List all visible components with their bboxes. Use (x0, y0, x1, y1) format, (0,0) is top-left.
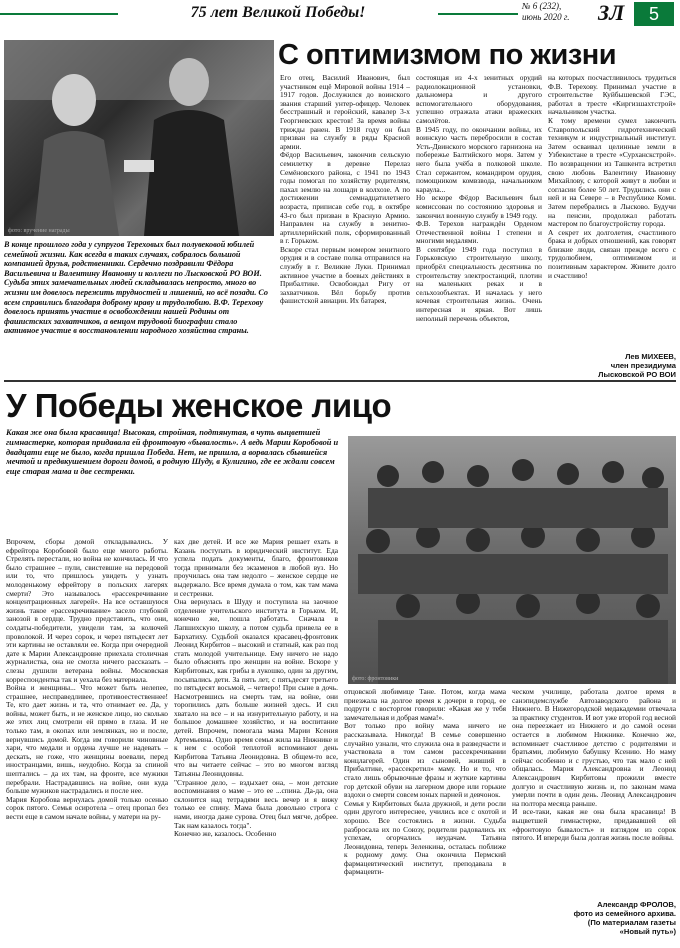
article2-photo (348, 436, 676, 684)
page-number: 5 (648, 4, 659, 24)
article1-column-2: состоящая из 4-х зенитных орудий радиолокационной установки, дальномера и другого вспомогательного оборудования, успешно отражала атаки вражеских самолётов. В 1945 году, по окончании войны, их воинскую часть перебросили в состав Усть-Двинского морского гарнизона на побережье Балтийского моря. Затем у него была учёба в полковой школе. Стал сержантом, командиром орудия, помощником комвзвода, начальником караула... Но вскоре Фёдор Васильевич был комиссован по состоянию здоровья и закончил военную службу в 1949 году. Ф.В. Терехов награждён Орденом Отечественной войны I степени и многими медалями. В сентябре 1949 года поступил в Горьковскую строительную школу, приобрёл специальность десятника по строительству электростанций, плотин на маленьких реках и в сельхозобъектах. И началась у него кочевая строительная жизнь. Очень интересная и яркая. Вот лишь неполный перечень объектов, (416, 74, 542, 323)
article2-column-1: Впрочем, сборы домой откладывались. У ефрейтора Коробовой было еще много работы. Стрелять перестали, но война не кончилась. И что было страшнее – пули, свистевшие на передовой или то, что пришлось увидеть у узнать молоденькому ефрейтору в польских лагерях смерти? Это называлось «рассекречивание концентрационных лагерей». На все оставшуюся жизнь такое «рассекречивание» засело глубокой занозой в сердце. Трудно представить, что они, солдаты-победители, увидели там, за колючей проволокой. И через сорок, и через пятьдесят лет эти картины не оставляли ее. Когда при очередной дате к Марии Александровне приехала столичная журналистка, она не смогла ничего рассказать – слезы душили ветерана войны. Московская корреспондентка так и уехала без материала. Война и женщины... Что может быть нелепее, страшнее, несправедливее, противоестественнее! Те, кто дает жизнь и та, что отнимает ее. Да, у войны, может быть, и не женское лицо, но сколько же этих лиц смотрели ей прямо в глаза. И не только там, в окопах или землянках, но и после, вернувшись домой. Когда им говорили чиновные хари, что медали и ордена лучше не надевать – дескать, не гоже, что женщины воевали, перед иностранцами, вишь, неудобно. Когда за спиной шептались – да их там, на фронте, все мужики перебрали. Настрадавшись на войне, они куда больше мужиков настрадались и после нее. Мария Коробова вернулась домой только осенью сорок пятого. Семья осиротела – отец пропал без вести еще в самом начале войны, у матери на ру- (6, 538, 168, 821)
article1-caption: В конце прошлого года у супругов Тереховых был полувековой юбилей семейной жизни. Как всегда в таких случаях, собралось большой компанией друзья, родственники. Сердечно поздравили Фёдора Васильевича и Валентину Ивановну и коллеги по Лысковской РО ВОИ. Судьба этих замечательных людей складывалась непросто, много во жизни им довелось пережить трудностей и лишений, но всё позади. Со всем справились благодаря доброму нраву и трудолюбию. В.Ф. Терехову довелось принять участие в освобождении нашей Родины от фашистских захватчиков, а венцом трудовой биографии стало активное участие в восстановлении народного хозяйства страны. (4, 240, 269, 336)
article1-signature: Лев МИХЕЕВ, член президиума Лысковской РО ВОИ (598, 352, 676, 379)
photo-alt-text: фото: вручение награды (8, 228, 70, 234)
header-divider-line (0, 13, 120, 15)
article2-column-2: ках две детей. И все же Мария решает ехать в Казань поступать в юридический институт. Еда успела подать документы, благо, фронтовиков тогда принимали без экзаменов в любой вуз. Но проучилась она там недолго – женское сердце не выдержало. Все время думала о том, как там мама и сестренки. Она вернулась в Шуду и поступила на заочное отделение учительского института в Горьком. И, конечно же, пошла работать. Сначала в Лапшихскую школу, а потом судьба привела ее в Бархатиху. Судьбой оказался красавец-фронтовик Леонид Кирбитов – высокий и статный, как раз под стать молодой учительнице. Ему ничего не надо было объяснять про женщин на войне. Вскоре у Кирбитовых, как грибы в лукошко, один за другим, посыпались дети. За пять лет, с пятьдесят третьего по пятьдесят восьмой, – четверо! При сыне в дочь. Насмотревшись на смерть там, на войне, они торопились дать больше жизней здесь. И сил хватало на все – и на изнурительную работу, и на большое домашнее хозяйство, и на воспитание детей. Впрочем, помогала мама Марии Ксения Артемьевна. Одно время семья жила на Нижнике и к нем с особой теплотой вспоминают день Кирбитова Татьяна Леонидовна. В общем-то все, что вы читаете сейчас – это во многом взгляд Татьяны Леонидовны. "Странное дело, – вздыхает она, – мои детские воспоминания о маме – это ее ...спина. Да-да, она склонится над тетрадями весь вечер и я вижу только ее спину. Мама была довольно строга с нами, иногда даже сурова. Отец был мягче, добрее. Так нам казалось тогда". Конечно же, казалось. Особенно (174, 538, 338, 839)
header-divider-line-right (438, 13, 518, 15)
article2-lead: Какая же она была красавица! Высокая, стройная, подтянутая, в чуть выцветшей гимнастерке, которая придавала ей фронтовую «бывалость». А ведь Марии Коробовой и двадцати еще не было, когда пришла Победа. Нет, не пришла, а ворвалась сбывшейся мечтой и предвкушением дороги домой, в родную Шуду, в Кулигино, где ее ждали совсем еще старая мама и две сестренки. (6, 428, 339, 477)
article1-photo (4, 40, 274, 236)
section-divider (4, 380, 676, 382)
group-photo-alt-text: фото: фронтовики (352, 676, 399, 682)
article1-title: С оптимизмом по жизни (278, 39, 617, 71)
article1-column-3: на которых посчастливилось трудиться Ф.В. Терехову. Принимал участие в строительстве Куйбышевской ГЭС, работал в тресте «Киргизшахтстрой» начальником участка. К тому времени сумел закончить Ставропольский гидротехнический техникум и индустриальный институт. Затем осваивал целинные земли в Узбекистане в тресте «Сурханскстрой». По возвращении из Ташкента встретил свою любовь Валентину Ивановну Михайлову, с которой живут в любви и согласии более 50 лет. Трудились они с ней и на Севере – в Республике Коми. Затем перебрались в Лысково. Будучи на пенсии, продолжал работать мастером по благоустройству города. А секрет их долголетия, счастливого брака и добрых отношений, как говорят близкие люди, связан прежде всего с трудолюбием, оптимизмом и позитивным характером. Живите долго и счастливо! (548, 74, 676, 280)
header-bar (0, 0, 680, 30)
article2-column-4: ческом училище, работала долгое время в санэпидемслужбе Автозаводского района и Нижнего. В Нижегородской медакадемии отвечала за практику студентов. И вот уже второй год весной она переезжает из Нижнего и до самой осени остается в любимом Нижнике. Конечно же, вспоминает счастливое детство с родителями и братьями, любимую бабушку Ксению. Но маму сейчас особенно и с грустью, что так мало с ней общалась. Мария Александровна и Леонид Александрович Кирбитовы прожили вместе долгую и счастливую жизнь и, по законам мама умерли почти в один день. Леонид Александрович на полтора месяца раньше. И все-таки, какая же она была красавица! В выцветшей гимнастерке, придававшей ей «фронтовую бывалость» и взглядом из сорок пятого. И впереди была долгая жизнь после войны. (512, 688, 676, 843)
article1-column-1: Его отец, Василий Иванович, был участником ещё Мировой войны 1914 – 1917 годов. Дослужился до воинского звания старший унтер-офицер. Человек бесстрашный и геройский, кавалер 3-х Георгиевских крестов! За время войны трижды ранен. В 1918 году он был призван на службу в ряды Красной армии. Фёдор Васильевич, закончив сельскую семилетку в деревне Перелаз Семёновского района, с 1941 по 1943 годы помогал по хозяйству родителям, пахал землю на лошади в колхозе. А по достижении семнадцатилетнего возраста, приписав себе год, в октябре 43-го был призван в Красную Армию. Направлен на службу в зенитно-артиллерийский полк, сформированный в г. Горьком. Вскоре стал первым номером зенитного орудия и в составе полка отправился на службу в г. Великие Луки. Принимал активное участие в боевых действиях в Прибалтике. Освобождал Ригу от захватчиков. Вёл борьбу против фашистской авиации. Их батарея, (280, 74, 410, 306)
photo-illustration (4, 40, 274, 236)
issue-number: № 6 (232), (522, 1, 562, 11)
article2-column-3: отцовской любимице Тане. Потом, когда мама приезжала на долгое время к дочери в город, ее подруги с восторгом говорили: «Какая же у тебя замечательная и добрая мама!». Вот только про войну мама ничего не рассказывала. Никогда! В семье совершенно случайно узнали, что служила она в разведчасти и участвовала в том самом рассекречивании концлагерей. Один из сыновей, живший в Прибалтике, «рассекретил» маму. Но и то, что стало лишь обрывочные фразы и жуткие картины гор детской обуви на лагерном дворе или горькие вздохи о смерти совсем юных парней и девчонок. Семья у Кирбитовых была дружной, и дети росли один другого интереснее, учились все с охотой и хорошо. Все состоялись в жизни. Судьба разбросала их по Союзу, родители радовались их успехам, огорчались неудачам. Татьяна Леонидовна, теперь Зеленкина, осталась поближе к родному дому. Она окончила Пермский фармацевтический институт, преподавала в фармацевти- (344, 688, 506, 877)
article2-signature: Александр ФРОЛОВ, фото из семейного архива. (По материалам газеты «Новый путь») (573, 900, 676, 936)
group-photo-illustration (348, 436, 676, 684)
page-number-badge (634, 2, 674, 26)
newspaper-logo: ЗЛ (598, 0, 625, 25)
header-anniversary: 75 лет Великой Победы! (118, 2, 438, 26)
article2-title: У Победы женское лицо (6, 387, 392, 424)
issue-date: июнь 2020 г. (522, 12, 570, 22)
